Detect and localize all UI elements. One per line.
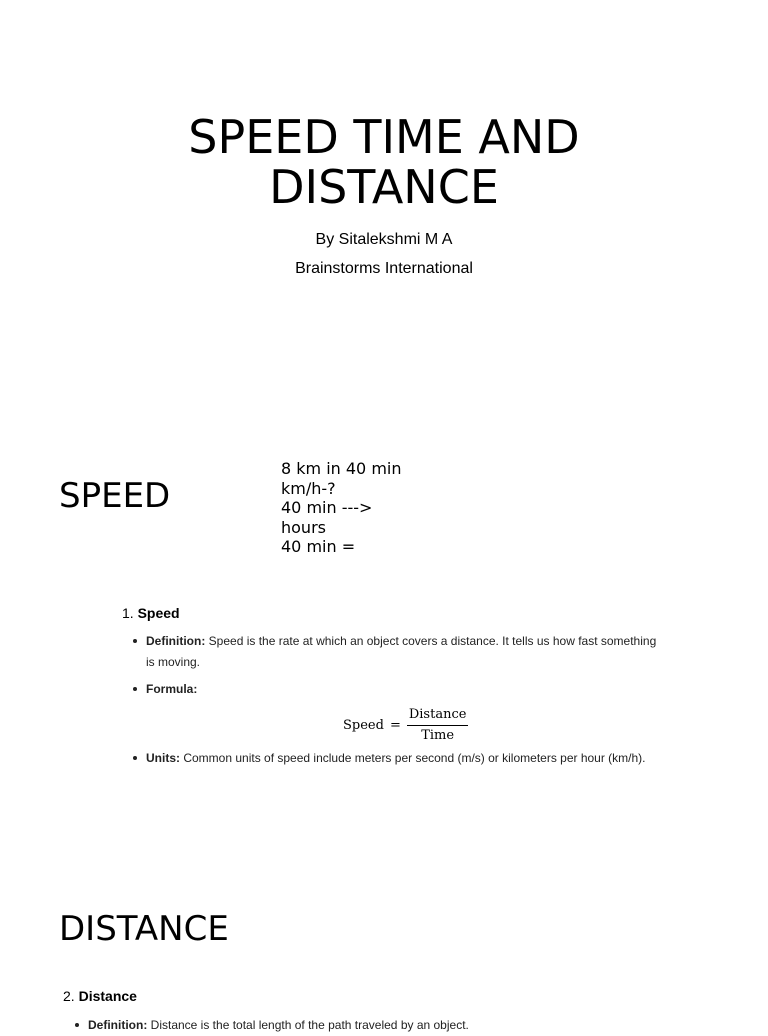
note-line: 40 min --->: [281, 498, 373, 517]
section-title-text: Speed: [137, 605, 180, 621]
formula-fraction: [407, 707, 469, 744]
speed-formula-list: [130, 679, 660, 700]
list-item: [72, 1015, 672, 1036]
speed-units-list: [130, 748, 670, 769]
author-line: By Sitalekshmi M A: [315, 231, 453, 248]
speed-slide-heading: SPEED: [59, 476, 171, 516]
definition-text: Speed is the rate at which an object covers a distance. It tells us how fast something is moving.: [146, 634, 657, 669]
speed-formula: [343, 707, 468, 744]
note-line: 40 min =: [281, 537, 356, 556]
distance-slide-heading: DISTANCE: [59, 909, 229, 949]
section-title-text: Distance: [78, 988, 137, 1004]
title-line-2: DISTANCE: [269, 160, 499, 214]
organization-line: Brainstorms International: [295, 260, 473, 277]
formula-numerator: Distance: [407, 707, 469, 726]
distance-section-title: [63, 987, 137, 1005]
speed-definition-list: [130, 631, 660, 673]
note-line: hours: [281, 517, 326, 537]
units-label: Units:: [146, 751, 180, 765]
definition-text: Distance is the total length of the path traveled by an object.: [147, 1018, 469, 1032]
formula-denominator: Time: [421, 728, 455, 743]
formula-equals: =: [389, 718, 401, 733]
definition-label: Definition:: [88, 1018, 148, 1032]
document-title: [0, 112, 768, 212]
distance-definition-list: [72, 1015, 672, 1036]
section-number: 2.: [63, 988, 75, 1004]
formula-lhs: Speed: [343, 718, 384, 733]
definition-label: Definition:: [146, 634, 206, 648]
list-item: [130, 748, 670, 769]
list-item: [130, 679, 660, 700]
units-text: Common units of speed include meters per second (m/s) or kilometers per hour (km/h).: [180, 751, 646, 765]
speed-notes: [281, 459, 402, 557]
section-number: 1.: [122, 605, 134, 621]
note-line: km/h-?: [281, 478, 336, 498]
speed-section-title: [122, 604, 180, 622]
note-line: 8 km in 40 min: [281, 459, 402, 478]
list-item: [130, 631, 660, 673]
title-line-1: SPEED TIME AND: [188, 110, 580, 164]
formula-label: Formula:: [146, 682, 198, 696]
